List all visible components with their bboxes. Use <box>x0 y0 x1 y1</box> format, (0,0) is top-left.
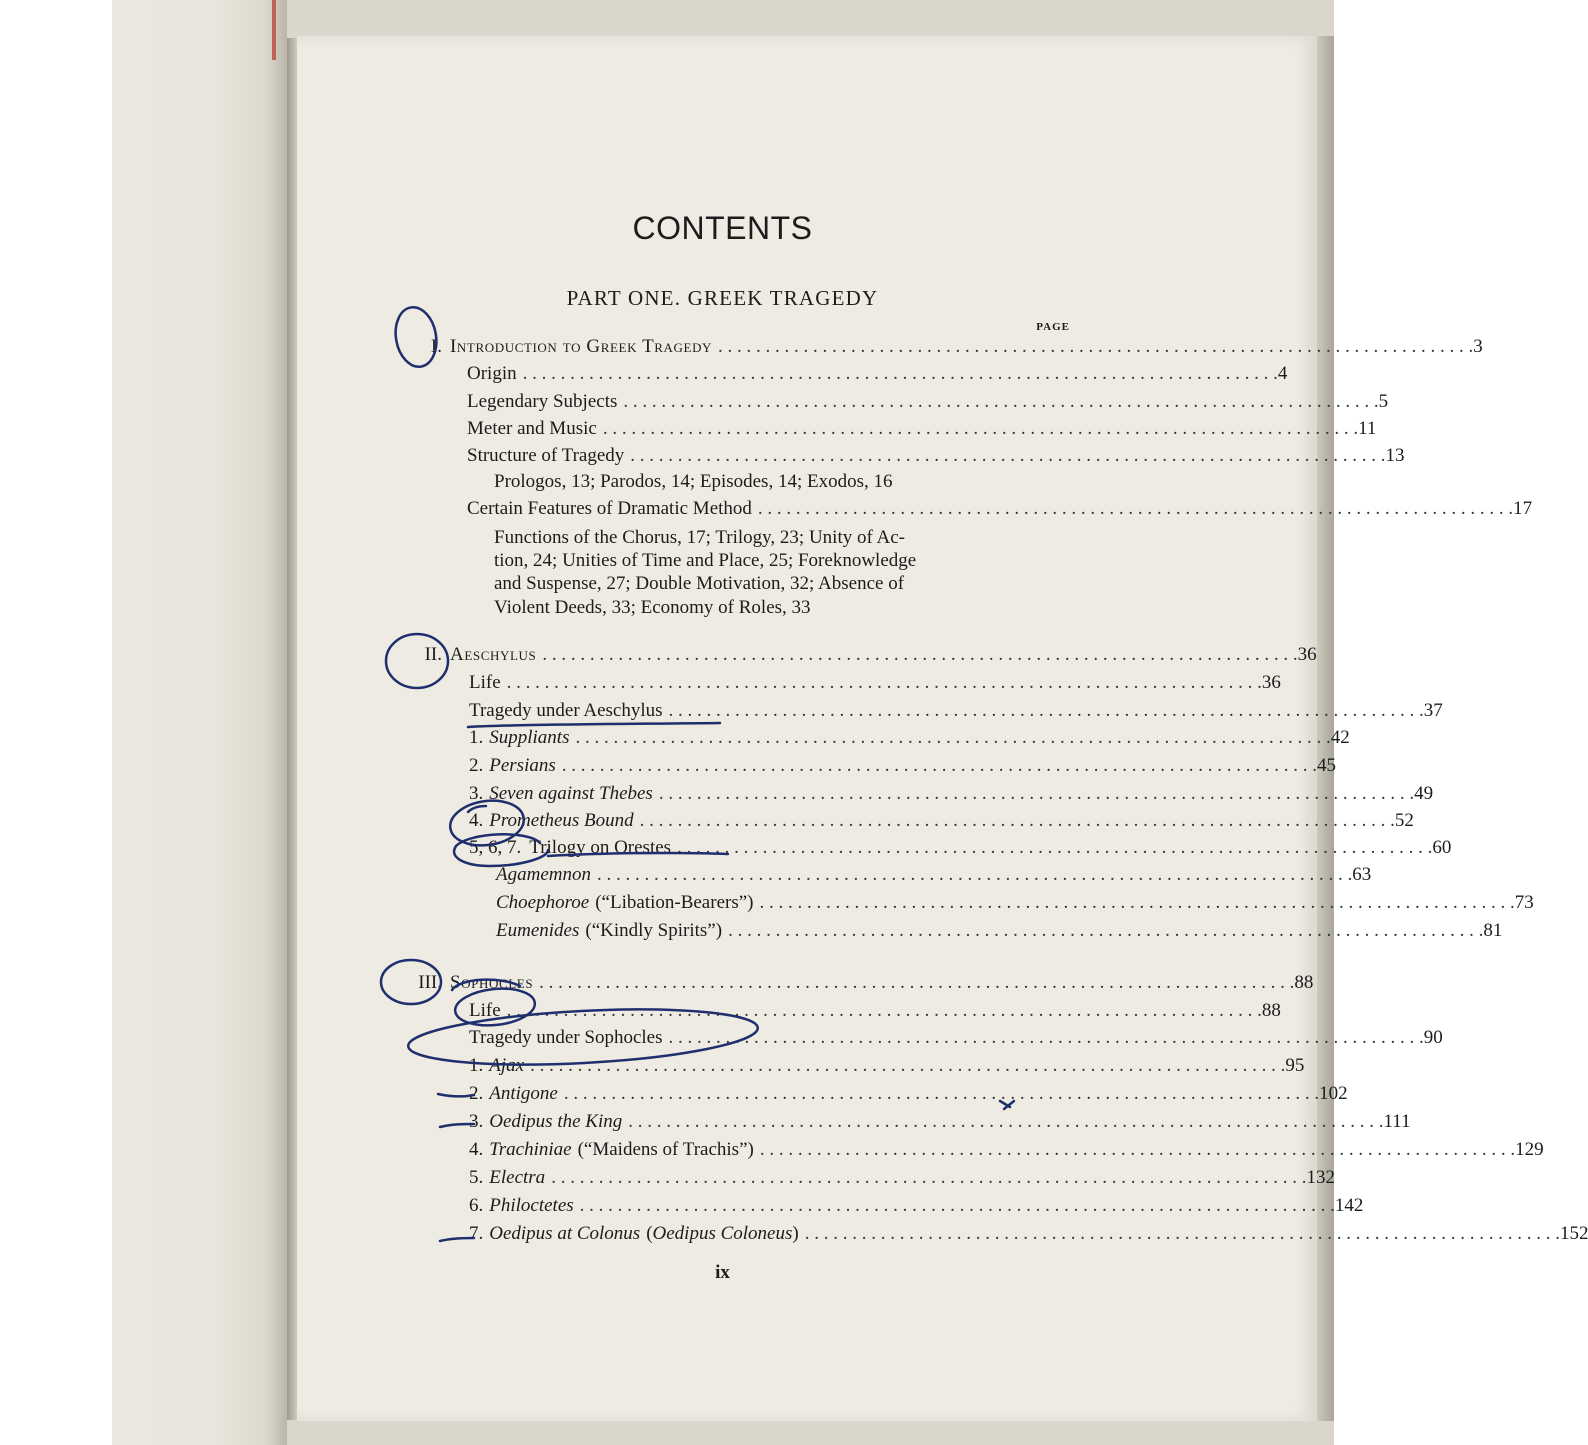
leader-dots: . . . . . . . . . . . . . . . . . . . . . . . . . . . . . . . . . . . . . . . . . . . . . . . . . . . . . . . . . . . . . . . . . . . . . . . . . . . . . . . . <box>522 363 1278 384</box>
toc-entry <box>380 361 1288 387</box>
entry-gloss: (“Libation-Bearers”) <box>595 892 754 913</box>
page-number: 63 <box>1352 864 1372 885</box>
page-number: 36 <box>1261 672 1281 693</box>
entry-number: 1. <box>469 1055 484 1076</box>
leader-dots: . . . . . . . . . . . . . . . . . . . . . . . . . . . . . . . . . . . . . . . . . . . . . . . . . . . . . . . . . . . . . . . . . . . . . . . . . . . . . . . . <box>542 644 1298 665</box>
entry-number: 7. <box>469 1223 484 1244</box>
entry-label: Meter and Music <box>467 418 597 439</box>
chapter-numeral: II. <box>424 644 442 665</box>
entry-gloss-close: ) <box>792 1223 799 1244</box>
page-number: 37 <box>1423 700 1443 721</box>
leader-dots: . . . . . . . . . . . . . . . . . . . . . . . . . . . . . . . . . . . . . . . . . . . . . . . . . . . . . . . . . . . . . . . . . . . . . . . . . . . . . . . . <box>759 1139 1516 1160</box>
toc-entry <box>380 1221 1588 1247</box>
chapter-title: Sophocles <box>450 972 534 993</box>
chapter-title: Introduction to Greek Tragedy <box>450 336 713 357</box>
leader-dots: . . . . . . . . . . . . . . . . . . . . . . . . . . . . . . . . . . . . . . . . . . . . . . . . . . . . . . . . . . . . . . . . . . . . . . . . . . . . . . . . <box>759 892 1515 913</box>
page-number: 3 <box>1473 336 1483 357</box>
entry-label: Legendary Subjects <box>467 391 618 412</box>
method-details-line: and Suspense, 27; Double Motivation, 32; Absence of <box>494 573 905 594</box>
page-number: 102 <box>1319 1083 1348 1104</box>
page-number: 17 <box>1513 498 1533 519</box>
entry-number: 3. <box>469 1111 484 1132</box>
page-number: 11 <box>1358 418 1377 439</box>
toc-entry <box>380 1081 1348 1107</box>
toc-entry <box>380 443 1405 469</box>
entry-label: Structure of Tragedy <box>467 445 625 466</box>
entry-label: Tragedy under Sophocles <box>469 1027 663 1048</box>
toc-entry <box>380 1193 1364 1219</box>
page-number: 4 <box>1277 363 1288 384</box>
leader-dots: . . . . . . . . . . . . . . . . . . . . . . . . . . . . . . . . . . . . . . . . . . . . . . . . . . . . . . . . . . . . . . . . . . . . . . . . . . . . . . . . <box>506 1000 1262 1021</box>
page-number: 152 <box>1559 1223 1588 1244</box>
page-number: 129 <box>1515 1139 1544 1160</box>
page-number: 111 <box>1383 1111 1411 1132</box>
entry-gloss: (“Kindly Spirits”) <box>585 920 723 941</box>
leader-dots: . . . . . . . . . . . . . . . . . . . . . . . . . . . . . . . . . . . . . . . . . . . . . . . . . . . . . . . . . . . . . . . . . . . . . . . . . . . . . . . . <box>658 783 1415 804</box>
toc-entry <box>380 753 1336 779</box>
page-number: 45 <box>1317 755 1336 776</box>
page-number: 49 <box>1414 783 1434 804</box>
entry-number: 5, 6, 7. <box>469 837 522 858</box>
entry-number: 2. <box>469 1083 484 1104</box>
entry-label: Antigone <box>489 1083 558 1104</box>
entry-label: Trilogy on Orestes <box>529 837 672 858</box>
leader-dots: . . . . . . . . . . . . . . . . . . . . . . . . . . . . . . . . . . . . . . . . . . . . . . . . . . . . . . . . . . . . . . . . . . . . . . . . . . . . . . . . <box>563 1083 1320 1104</box>
leader-dots: . . . . . . . . . . . . . . . . . . . . . . . . . . . . . . . . . . . . . . . . . . . . . . . . . . . . . . . . . . . . . . . . . . . . . . . . . . . . . . . . <box>551 1167 1307 1188</box>
leader-dots: . . . . . . . . . . . . . . . . . . . . . . . . . . . . . . . . . . . . . . . . . . . . . . . . . . . . . . . . . . . . . . . . . . . . . . . . . . . . . . . . <box>668 1027 1424 1048</box>
chapter-numeral: I. <box>430 336 442 357</box>
entry-gloss-open: ( <box>646 1223 653 1244</box>
toc-entry <box>380 781 1434 807</box>
leader-dots: . . . . . . . . . . . . . . . . . . . . . . . . . . . . . . . . . . . . . . . . . . . . . . . . . . . . . . . . . . . . . . . . . . . . . . . . . . . . . . . . <box>628 1111 1384 1132</box>
chapter-numeral: III. <box>418 972 442 993</box>
toc-entry <box>380 389 1389 415</box>
leader-dots: . . . . . . . . . . . . . . . . . . . . . . . . . . . . . . . . . . . . . . . . . . . . . . . . . . . . . . . . . . . . . . . . . . . . . . . . . . . . . . . . <box>630 445 1386 466</box>
entry-gloss-italic: Oedipus Coloneus <box>652 1223 793 1244</box>
entry-gloss: (“Maidens of Trachis”) <box>577 1139 754 1160</box>
page-number: 95 <box>1285 1055 1305 1076</box>
entry-label: Certain Features of Dramatic Method <box>467 498 752 519</box>
leader-dots: . . . . . . . . . . . . . . . . . . . . . . . . . . . . . . . . . . . . . . . . . . . . . . . . . . . . . . . . . . . . . . . . . . . . . . . . . . . . . . . . <box>561 755 1317 776</box>
entry-label: Suppliants <box>489 727 570 748</box>
page-number: 5 <box>1378 391 1389 412</box>
toc-entry <box>380 1165 1335 1191</box>
entry-label: Ajax <box>489 1055 525 1076</box>
page-number: 13 <box>1385 445 1405 466</box>
entry-label: Seven against Thebes <box>489 783 653 804</box>
leader-dots: . . . . . . . . . . . . . . . . . . . . . . . . . . . . . . . . . . . . . . . . . . . . . . . . . . . . . . . . . . . . . . . . . . . . . . . . . . . . . . . . <box>530 1055 1286 1076</box>
page-number: 36 <box>1297 644 1317 665</box>
chapter-title: Aeschylus <box>450 644 537 665</box>
leader-dots: . . . . . . . . . . . . . . . . . . . . . . . . . . . . . . . . . . . . . . . . . . . . . . . . . . . . . . . . . . . . . . . . . . . . . . . . . . . . . . . . <box>677 837 1433 858</box>
page-number: 88 <box>1294 972 1314 993</box>
entry-label: Oedipus the King <box>489 1111 623 1132</box>
left-page-edge <box>272 0 276 60</box>
page-column-label: PAGE <box>1036 321 1070 333</box>
method-details-line: tion, 24; Unities of Time and Place, 25; Foreknowledge <box>494 550 917 571</box>
leader-dots: . . . . . . . . . . . . . . . . . . . . . . . . . . . . . . . . . . . . . . . . . . . . . . . . . . . . . . . . . . . . . . . . . . . . . . . . . . . . . . . . <box>757 498 1514 519</box>
leader-dots: . . . . . . . . . . . . . . . . . . . . . . . . . . . . . . . . . . . . . . . . . . . . . . . . . . . . . . . . . . . . . . . . . . . . . . . . . . . . . . . . <box>639 810 1395 831</box>
part-heading: PART ONE. GREEK TRAGEDY <box>566 286 879 310</box>
entry-number: 4. <box>469 810 484 831</box>
entry-number: 4. <box>469 1139 484 1160</box>
toc-chapter-row <box>380 642 1317 668</box>
leader-dots: . . . . . . . . . . . . . . . . . . . . . . . . . . . . . . . . . . . . . . . . . . . . . . . . . . . . . . . . . . . . . . . . . . . . . . . . . . . . . . . . <box>804 1223 1560 1244</box>
page-number: 52 <box>1394 810 1414 831</box>
toc-chapter-row <box>380 970 1314 996</box>
toc-entry <box>380 1137 1544 1163</box>
method-details-line: Violent Deeds, 33; Economy of Roles, 33 <box>494 597 811 618</box>
toc-entry <box>380 496 1533 522</box>
method-details-line: Functions of the Chorus, 17; Trilogy, 23; Unity of Ac- <box>494 527 905 548</box>
leader-dots: . . . . . . . . . . . . . . . . . . . . . . . . . . . . . . . . . . . . . . . . . . . . . . . . . . . . . . . . . . . . . . . . . . . . . . . . . . . . . . . . <box>668 700 1424 721</box>
entry-label: Life <box>469 1000 501 1021</box>
leader-dots: . . . . . . . . . . . . . . . . . . . . . . . . . . . . . . . . . . . . . . . . . . . . . . . . . . . . . . . . . . . . . . . . . . . . . . . . . . . . . . . . <box>596 864 1353 885</box>
entry-label: Prometheus Bound <box>489 810 634 831</box>
page-number: 132 <box>1306 1167 1335 1188</box>
leader-dots: . . . . . . . . . . . . . . . . . . . . . . . . . . . . . . . . . . . . . . . . . . . . . . . . . . . . . . . . . . . . . . . . . . . . . . . . . . . . . . . . <box>579 1195 1335 1216</box>
page-number: 42 <box>1330 727 1350 748</box>
entry-label: Oedipus at Colonus <box>489 1223 641 1244</box>
toc-entry <box>380 670 1281 696</box>
toc-entry <box>380 725 1350 751</box>
toc-entry <box>380 698 1443 724</box>
entry-label: Trachiniae <box>489 1139 572 1160</box>
structure-details: Prologos, 13; Parodos, 14; Episodes, 14; Exodos, 16 <box>494 471 893 492</box>
entry-number: 6. <box>469 1195 484 1216</box>
entry-label: Agamemnon <box>496 864 591 885</box>
leader-dots: . . . . . . . . . . . . . . . . . . . . . . . . . . . . . . . . . . . . . . . . . . . . . . . . . . . . . . . . . . . . . . . . . . . . . . . . . . . . . . . . <box>539 972 1295 993</box>
entry-label: Life <box>469 672 501 693</box>
toc-entry <box>380 890 1534 916</box>
entry-number: 1. <box>469 727 484 748</box>
leader-dots: . . . . . . . . . . . . . . . . . . . . . . . . . . . . . . . . . . . . . . . . . . . . . . . . . . . . . . . . . . . . . . . . . . . . . . . . . . . . . . . . <box>728 920 1484 941</box>
entry-label: Choephoroe <box>496 892 590 913</box>
entry-label: Tragedy under Aeschylus <box>469 700 663 721</box>
page-title: CONTENTS <box>632 210 813 246</box>
entry-number: 3. <box>469 783 484 804</box>
toc-entry <box>380 1109 1411 1135</box>
leader-dots: . . . . . . . . . . . . . . . . . . . . . . . . . . . . . . . . . . . . . . . . . . . . . . . . . . . . . . . . . . . . . . . . . . . . . . . . . . . . . . . . <box>623 391 1379 412</box>
page-folio: ix <box>715 1262 730 1283</box>
page-number: 90 <box>1423 1027 1443 1048</box>
toc-entry <box>380 862 1372 888</box>
toc-entry <box>380 808 1414 834</box>
entry-label: Philoctetes <box>489 1195 574 1216</box>
toc-entry <box>380 998 1281 1024</box>
page-number: 81 <box>1483 920 1503 941</box>
entry-label: Origin <box>467 363 517 384</box>
toc-entry <box>380 835 1452 861</box>
toc-entry <box>380 1053 1305 1079</box>
leader-dots: . . . . . . . . . . . . . . . . . . . . . . . . . . . . . . . . . . . . . . . . . . . . . . . . . . . . . . . . . . . . . . . . . . . . . . . . . . . . . . . . <box>506 672 1262 693</box>
toc-entry <box>380 416 1377 442</box>
leader-dots: . . . . . . . . . . . . . . . . . . . . . . . . . . . . . . . . . . . . . . . . . . . . . . . . . . . . . . . . . . . . . . . . . . . . . . . . . . . . . . . . <box>718 336 1474 357</box>
entry-number: 2. <box>469 755 484 776</box>
page-number: 142 <box>1334 1195 1364 1216</box>
page-number: 88 <box>1261 1000 1281 1021</box>
leader-dots: . . . . . . . . . . . . . . . . . . . . . . . . . . . . . . . . . . . . . . . . . . . . . . . . . . . . . . . . . . . . . . . . . . . . . . . . . . . . . . . . <box>602 418 1359 439</box>
toc-entry <box>380 918 1503 944</box>
entry-label: Persians <box>489 755 556 776</box>
entry-label: Eumenides <box>496 920 580 941</box>
leader-dots: . . . . . . . . . . . . . . . . . . . . . . . . . . . . . . . . . . . . . . . . . . . . . . . . . . . . . . . . . . . . . . . . . . . . . . . . . . . . . . . . <box>575 727 1331 748</box>
entry-label: Electra <box>489 1167 546 1188</box>
page-number: 60 <box>1432 837 1452 858</box>
page-number: 73 <box>1514 892 1534 913</box>
toc-entry <box>380 1025 1443 1051</box>
toc-chapter-row <box>380 334 1483 360</box>
entry-number: 5. <box>469 1167 484 1188</box>
